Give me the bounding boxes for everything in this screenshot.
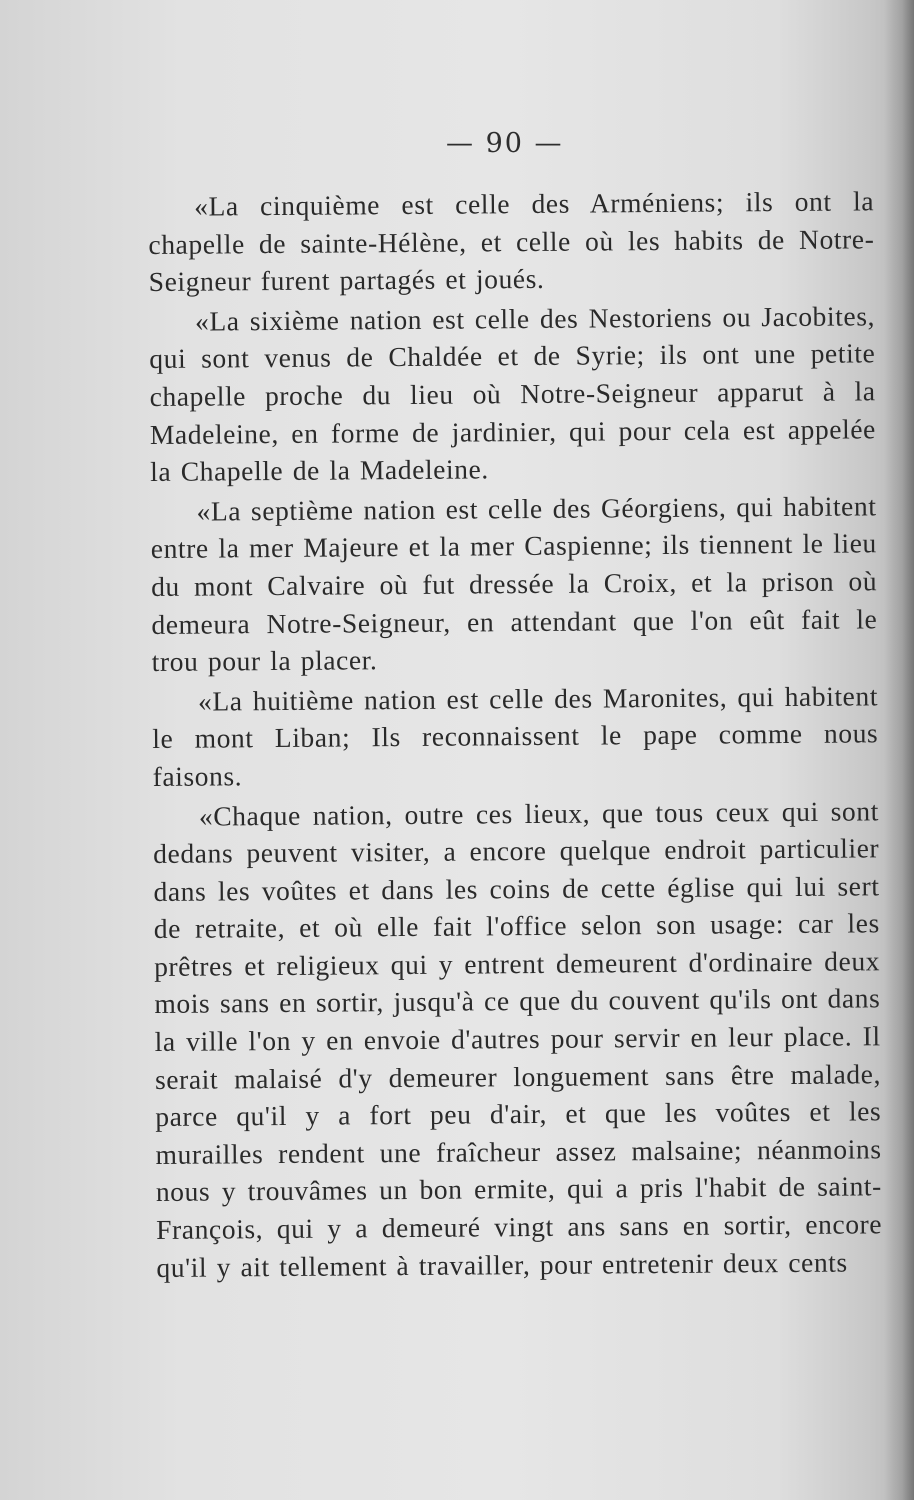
body-text [148, 182, 883, 1286]
binding-shadow [884, 0, 914, 1500]
paragraph-armeniens: «La cinquième est celle des Arméniens; ils ont la chapelle de sainte-Hélène, et celle où les habits de Notre-Seigneur furent partagés et joués. [148, 185, 875, 298]
paragraph-nestoriens: «La sixième nation est celle des Nestoriens ou Jacobites, qui sont venus de Chaldée et de Syrie; ils ont une petite chapelle proche du lieu où Notre-Seigneur apparut à la Madeleine, en forme de jardinier, qui pour cela est appelée la Chapelle de la Madeleine. [149, 300, 877, 488]
paragraph-maronites: «La huitième nation est celle des Maronites, qui habitent le mont Liban; Ils reconnaissent le pape comme nous faisons. [152, 680, 879, 792]
page-number: — 90 — [446, 128, 564, 159]
paragraph-georgiens: «La septième nation est celle des Géorgiens, qui habitent entre la mer Majeure et la mer Caspienne; ils tiennent le lieu du mont Calvaire où fut dressée la Croix, et la prison où demeura Notre-Seigneur, en attendant que l'on eût fait le trou pour la placer. [150, 490, 878, 678]
paragraph-chaque-nation: «Chaque nation, outre ces lieux, que tous ceux qui sont dedans peuvent visiter, a encore quelque endroit particulier dans les voûtes et dans les coins de cette église qui lui sert de retraite, et où elle fait l'office selon son usage: car les prêtres et religieux qui y entrent demeurent d'ordinaire deux mois sans en sortir, jusqu'à ce que du couvent qu'ils ont dans la ville l'on y en envoie d'autres pour servir en leur place. Il serait malaisé d'y demeurer longuement sans être malade, parce qu'il y a fort peu d'air, et que les voûtes et les murailles rendent une fraîcheur assez malsaine; néanmoins nous y trouvâmes un bon ermite, qui a pris l'habit de saint-François, qui y a demeuré vingt ans sans en sortir, encore qu'il y ait tellement à travailler, pour entretenir deux cents [153, 794, 883, 1283]
